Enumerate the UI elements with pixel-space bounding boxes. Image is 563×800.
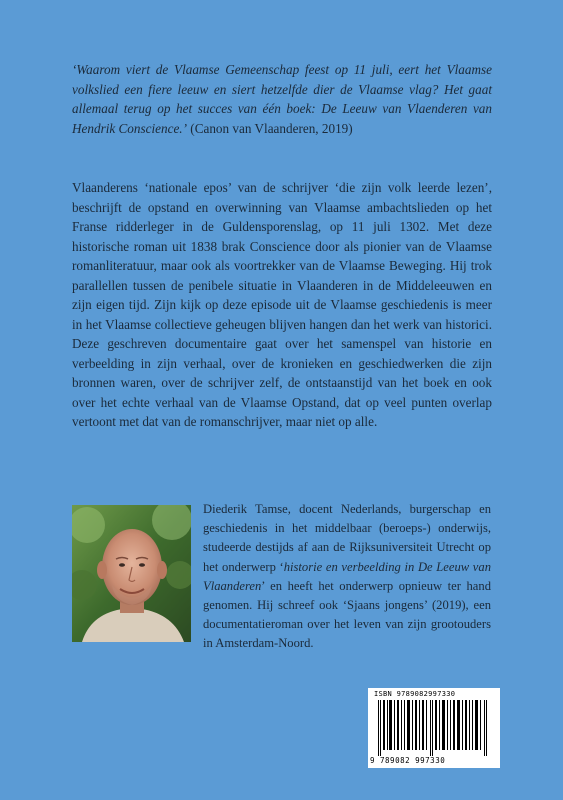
bio-thesis-title: historie en verbeelding in De Leeuw van Vlaanderen — [203, 559, 491, 593]
isbn-barcode — [368, 688, 500, 768]
barcode-bars — [374, 700, 494, 756]
bio-text-1: Diederik Tamse, docent Nederlands, burgerschap en geschiedenis in het middelbaar (beroeps-) onderwijs, studeerde destijds af aan de Rijksuniversiteit Utrecht op het onderwerp ‘ — [203, 502, 491, 574]
back-cover-quote — [72, 60, 492, 138]
barcode-digits: 9 789082 997330 — [370, 756, 446, 765]
bio-text-2: ’ en heeft het onderwerp opnieuw ter hand genomen. Hij schreef ook ‘Sjaans jongens’ (2019), een documentatieroman over het leven van zijn grootouders in Amsterdam-Noord. — [203, 578, 491, 651]
quote-text: ‘Waarom viert de Vlaamse Gemeenschap feest op 11 juli, eert het Vlaamse volkslied een fiere leeuw en siert hetzelfde dier de Vlaamse vlag? Het gaat allemaal terug op het succes van één boek: De Leeuw van Vlaenderen van Hendrik Conscience.’ — [72, 62, 492, 136]
book-description: Vlaanderens ‘nationale epos’ van de schrijver ‘die zijn volk leerde lezen’, beschrijft de opstand en overwinning van Vlaamse ambachtslieden op het Franse ridderleger in de Guldensporenslag, op 11 juli 1302. Met deze historische roman uit 1838 brak Conscience door als pionier van de Vlaamse romanliteratuur, maar ook als voortrekker van de Vlaamse Beweging. Hij trok parallellen tussen de penibele situatie in Vlaanderen in de Middeleeuwen en zijn eigen tijd. Zijn kijk op deze episode uit de Vlaamse geschiedenis is meer in het Vlaamse collectieve geheugen blijven hangen dan het werk van historici. Deze geschreven documentaire gaat over het samenspel van historie en verbeelding in zijn verhaal, over de kronieken en geschiedwerken die zijn bronnen waren, over de schrijver zelf, de ontstaanstijd van het boek en ook over het echte verhaal van de Vlaamse Opstand, dat op veel punten overlap vertoont met dat van de romanschrijver, maar niet op alle. — [72, 180, 492, 429]
quote-source: (Canon van Vlaanderen, 2019) — [187, 120, 353, 136]
author-photo — [72, 505, 191, 642]
isbn-label: ISBN 9789082997330 — [374, 690, 456, 698]
author-bio — [203, 500, 491, 654]
